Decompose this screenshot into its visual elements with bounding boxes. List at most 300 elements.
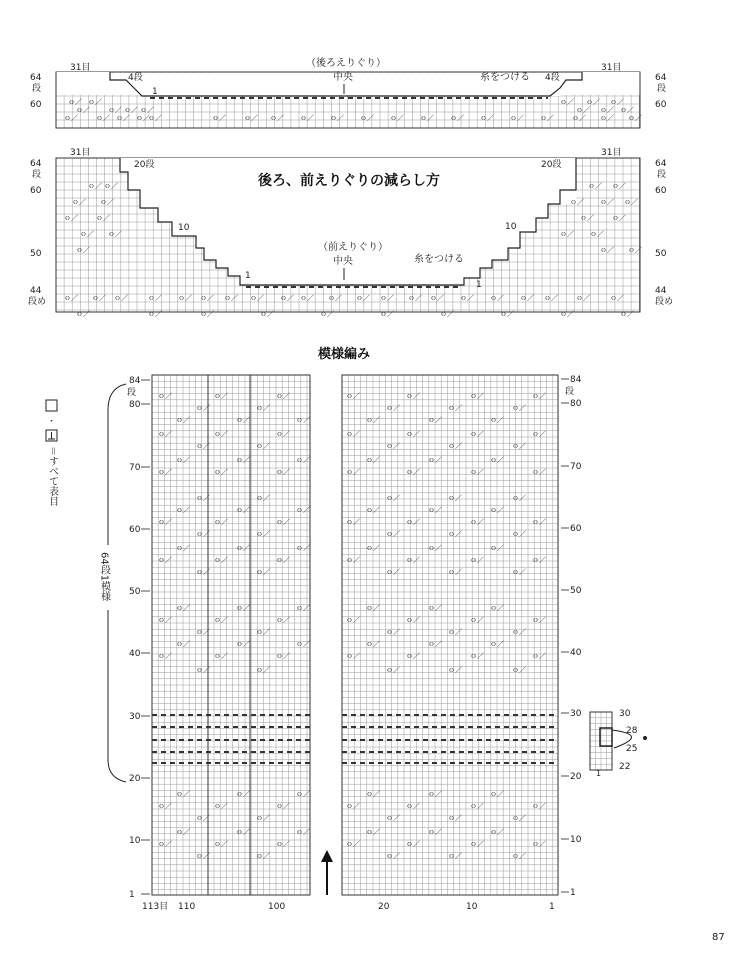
stitch-symbol: ｏ／ — [470, 616, 484, 624]
stitch-symbol: ｏ／ — [346, 392, 360, 400]
pattern-left-row-40: 40 — [129, 649, 141, 659]
chart1-symbols — [64, 98, 642, 122]
pattern-right-row-20: 20 — [570, 772, 582, 782]
knit-symbol-icon — [46, 400, 57, 411]
stitch-symbol: ｏ／ — [158, 652, 172, 660]
stitch-symbol: ｏ／ — [300, 114, 314, 122]
chart1-left-60: 60 — [30, 100, 42, 110]
stitch-symbol: ｏ／ — [406, 392, 420, 400]
stitch-symbol: ｏ／ — [256, 814, 270, 822]
stitch-symbol: ｏ／ — [214, 616, 228, 624]
stitch-symbol: ｏ／ — [428, 790, 442, 798]
stitch-symbol: ｏ／ — [296, 506, 310, 514]
stitch-symbol: ｏ／ — [386, 628, 400, 636]
stitch-symbol: ｏ／ — [406, 556, 420, 564]
stitch-symbol: ｏ／ — [256, 568, 270, 576]
stitch-symbol: ｏ／ — [620, 310, 634, 318]
chart2-neck-label: （前えりぐり） — [318, 242, 388, 253]
stitch-symbol: ｏ／ — [158, 468, 172, 476]
pattern-right-row-1: 1 — [570, 888, 576, 898]
stitch-symbol: ｏ／ — [346, 556, 360, 564]
small-chart-30: 30 — [619, 709, 631, 719]
stitch-symbol: ｏ／ — [212, 114, 226, 122]
chart1-4dan-right: 4段 — [545, 73, 560, 83]
stitch-symbol: ｏ／ — [448, 852, 462, 860]
chart2-right-64: 64 — [655, 159, 667, 169]
chart1-right-64: 64 — [655, 73, 667, 83]
chart2-right-50: 50 — [655, 249, 667, 259]
stitch-symbol: ｏ／ — [406, 840, 420, 848]
stitch-symbol: ｏ／ — [532, 616, 546, 624]
chart2-20dan-left: 20段 — [134, 160, 155, 170]
stitch-symbol: ｏ／ — [532, 556, 546, 564]
stitch-symbol: ｏ／ — [580, 214, 594, 222]
stitch-symbol: ｏ／ — [176, 416, 190, 424]
stitch-symbol: ｏ／ — [366, 828, 380, 836]
stitch-symbol: ｏ／ — [64, 214, 78, 222]
stitch-symbol: ｏ／ — [176, 790, 190, 798]
stitch-symbol: ｏ／ — [224, 294, 238, 302]
stitch-symbol: ｏ／ — [490, 294, 504, 302]
chart2-right-44: 44 — [655, 286, 667, 296]
stitch-symbol: ｏ／ — [244, 114, 258, 122]
chart2-attach-label: 糸をつける — [414, 254, 464, 265]
stitch-symbol: ｏ／ — [470, 556, 484, 564]
stitch-symbol: ｏ／ — [490, 828, 504, 836]
stitch-symbol: ｏ／ — [214, 468, 228, 476]
stitch-symbol: ｏ／ — [408, 294, 422, 302]
stitch-symbol: ｏ／ — [448, 442, 462, 450]
stitch-symbol: ｏ／ — [276, 518, 290, 526]
legend-text: ＝すべて表目 — [46, 446, 58, 506]
stitch-symbol: ｏ／ — [512, 530, 526, 538]
stitch-symbol: ｏ／ — [88, 182, 102, 190]
stitch-symbol: ｏ／ — [428, 828, 442, 836]
stitch-symbol: ｏ／ — [346, 802, 360, 810]
stitch-symbol: ｏ／ — [512, 666, 526, 674]
chart2-31-left: 31目 — [70, 148, 91, 158]
chart2-20dan-right: 20段 — [541, 160, 562, 170]
stitch-symbol: ｏ／ — [72, 198, 86, 206]
stitch-symbol: ｏ／ — [624, 198, 638, 206]
pattern-right-dan: 段 — [565, 387, 575, 397]
pattern-symbols — [158, 392, 546, 860]
stitch-symbol: ｏ／ — [196, 852, 210, 860]
stitch-symbol: ｏ／ — [276, 392, 290, 400]
stitch-symbol: ｏ／ — [158, 802, 172, 810]
stitch-symbol: ｏ／ — [406, 430, 420, 438]
stitch-symbol: ｏ／ — [366, 640, 380, 648]
stitch-symbol: ｏ／ — [260, 310, 274, 318]
stitch-symbol: ｏ／ — [448, 814, 462, 822]
stitch-symbol: ｏ／ — [512, 494, 526, 502]
stitch-symbol: ｏ／ — [386, 530, 400, 538]
stitch-symbol: ｏ／ — [328, 294, 342, 302]
stitch-symbol: ｏ／ — [470, 652, 484, 660]
stitch-symbol: ｏ／ — [356, 294, 370, 302]
decrease-title: 後ろ、前えりぐりの減らし方 — [258, 173, 440, 189]
chart1-neck-label: （後ろえりぐり） — [306, 58, 386, 69]
stitch-symbol: ｏ／ — [158, 616, 172, 624]
stitch-symbol: ｏ／ — [96, 214, 110, 222]
stitch-symbol: ｏ／ — [296, 544, 310, 552]
stitch-symbol: ｏ／ — [176, 640, 190, 648]
small-chart-22: 22 — [619, 762, 631, 772]
stitch-symbol: ｏ／ — [532, 518, 546, 526]
chart1-row-1: 1 — [152, 87, 158, 97]
stitch-symbol: ｏ／ — [148, 310, 162, 318]
stitch-symbol: ｏ／ — [520, 294, 534, 302]
stitch-symbol: ｏ／ — [532, 840, 546, 848]
stitch-symbol: ｏ／ — [176, 506, 190, 514]
stitch-symbol: ｏ／ — [214, 802, 228, 810]
stitch-symbol: ｏ／ — [610, 98, 624, 106]
stitch-symbol: ｏ／ — [470, 840, 484, 848]
stitch-symbol: ｏ／ — [490, 604, 504, 612]
stitch-symbol: ｏ／ — [296, 828, 310, 836]
stitch-symbol: ｏ／ — [532, 468, 546, 476]
chart2-left-danme: 段め — [28, 297, 47, 307]
stitch-symbol: ｏ／ — [470, 802, 484, 810]
stitch-symbol: ｏ／ — [600, 246, 614, 254]
stitch-symbol: ｏ／ — [200, 310, 214, 318]
stitch-symbol: ｏ／ — [366, 506, 380, 514]
stitch-symbol: ｏ／ — [386, 442, 400, 450]
pattern-bottom-100: 100 — [268, 902, 286, 912]
stitch-symbol: ｏ／ — [236, 790, 250, 798]
stitch-symbol: ｏ／ — [158, 840, 172, 848]
small-chart-1: 1 — [596, 769, 602, 778]
stitch-symbol: ｏ／ — [256, 666, 270, 674]
chart2-left-50: 50 — [30, 249, 42, 259]
stitch-symbol: ｏ／ — [406, 518, 420, 526]
stitch-symbol: ｏ／ — [196, 568, 210, 576]
stitch-symbol: ｏ／ — [386, 814, 400, 822]
stitch-symbol: ｏ／ — [250, 294, 264, 302]
pattern-right-row-60: 60 — [570, 524, 582, 534]
stitch-symbol: ｏ／ — [380, 294, 394, 302]
stitch-symbol: ｏ／ — [176, 604, 190, 612]
svg-text:・: ・ — [47, 417, 57, 427]
stitch-symbol: ｏ／ — [148, 294, 162, 302]
stitch-symbol: ｏ／ — [176, 828, 190, 836]
stitch-symbol: ｏ／ — [532, 802, 546, 810]
pattern-left-row-80: 80 — [129, 400, 141, 410]
stitch-symbol: ｏ／ — [428, 416, 442, 424]
stitch-symbol: ｏ／ — [104, 182, 118, 190]
stitch-symbol: ｏ／ — [450, 114, 464, 122]
chart2-right-danme: 段め — [655, 297, 674, 307]
chart2-left-64: 64 — [30, 159, 42, 169]
chart2-1-right: 1 — [476, 280, 482, 290]
stitch-symbol: ｏ／ — [108, 106, 122, 114]
stitch-symbol: ｏ／ — [366, 456, 380, 464]
stitch-symbol: ｏ／ — [196, 628, 210, 636]
stitch-symbol: ｏ／ — [490, 640, 504, 648]
stitch-symbol: ｏ／ — [136, 114, 150, 122]
small-chart-grid — [590, 712, 612, 770]
stitch-symbol: ｏ／ — [88, 98, 102, 106]
stitch-symbol: ｏ／ — [428, 456, 442, 464]
chart2-left-44: 44 — [30, 286, 42, 296]
pattern-right-row-40: 40 — [570, 648, 582, 658]
stitch-symbol: ｏ／ — [448, 530, 462, 538]
stitch-symbol: ｏ／ — [236, 456, 250, 464]
pattern-right-row-50: 50 — [570, 586, 582, 596]
stitch-symbol: ｏ／ — [366, 416, 380, 424]
chart2-left-dan: 段 — [32, 170, 42, 180]
stitch-symbol: ｏ／ — [512, 814, 526, 822]
pattern-left-row-84: 84 — [129, 376, 141, 386]
stitch-symbol: ｏ／ — [276, 652, 290, 660]
stitch-symbol: ｏ／ — [68, 98, 82, 106]
stitch-symbol: ｏ／ — [448, 494, 462, 502]
pattern-right-row-70: 70 — [570, 462, 582, 472]
chart1-left-64: 64 — [30, 73, 42, 83]
stitch-symbol: ｏ／ — [140, 106, 154, 114]
stitch-symbol: ｏ／ — [448, 404, 462, 412]
chart1-right-60: 60 — [655, 100, 667, 110]
pattern-left-row-70: 70 — [129, 463, 141, 473]
stitch-symbol: ｏ／ — [148, 114, 162, 122]
stitch-symbol: ｏ／ — [540, 114, 554, 122]
stitch-symbol: ｏ／ — [346, 840, 360, 848]
stitch-symbol: ｏ／ — [116, 114, 130, 122]
stitch-symbol: ｏ／ — [196, 442, 210, 450]
stitch-symbol: ｏ／ — [510, 114, 524, 122]
stitch-symbol: ｏ／ — [214, 652, 228, 660]
stitch-symbol: ｏ／ — [178, 294, 192, 302]
stitch-symbol: ｏ／ — [76, 310, 90, 318]
stitch-symbol: ｏ／ — [620, 106, 634, 114]
stitch-symbol: ｏ／ — [512, 404, 526, 412]
stitch-symbol: ｏ／ — [276, 840, 290, 848]
stitch-symbol: ｏ／ — [256, 404, 270, 412]
stitch-symbol: ｏ／ — [158, 518, 172, 526]
stitch-symbol: ｏ／ — [158, 392, 172, 400]
stitch-symbol: ｏ／ — [600, 114, 614, 122]
stitch-symbol: ｏ／ — [276, 616, 290, 624]
stitch-symbol: ｏ／ — [544, 294, 558, 302]
stitch-symbol: ｏ／ — [588, 182, 602, 190]
pattern-right-row-labels — [561, 375, 582, 898]
repeat-label: 64段1模様 — [98, 552, 110, 602]
stitch-symbol: ｏ／ — [628, 114, 642, 122]
small-chart-28: 28 — [626, 726, 638, 736]
stitch-symbol: ｏ／ — [628, 246, 642, 254]
pattern-left-row-30: 30 — [129, 712, 141, 722]
stitch-symbol: ｏ／ — [346, 652, 360, 660]
stitch-symbol: ｏ／ — [428, 544, 442, 552]
stitch-symbol: ｏ／ — [236, 416, 250, 424]
chart2-10-left: 10 — [178, 223, 190, 233]
stitch-symbol: ｏ／ — [532, 430, 546, 438]
stitch-symbol: ｏ／ — [236, 828, 250, 836]
stitch-symbol: ｏ／ — [76, 246, 90, 254]
stitch-symbol: ｏ／ — [276, 802, 290, 810]
stitch-symbol: ｏ／ — [176, 544, 190, 552]
stitch-symbol: ｏ／ — [448, 568, 462, 576]
pattern-bottom-1: 1 — [549, 902, 555, 912]
stitch-symbol: ｏ／ — [560, 98, 574, 106]
stitch-symbol: ｏ／ — [276, 468, 290, 476]
stitch-symbol: ｏ／ — [366, 790, 380, 798]
pattern-bottom-20: 20 — [378, 902, 390, 912]
stitch-symbol: ｏ／ — [512, 628, 526, 636]
page-number: 87 — [712, 932, 725, 943]
chart1-31-left: 31目 — [70, 63, 91, 73]
stitch-symbol: ｏ／ — [270, 114, 284, 122]
pattern-bottom-113: 113目 — [142, 902, 169, 912]
stitch-symbol: ｏ／ — [440, 310, 454, 318]
stitch-symbol: ｏ／ — [360, 114, 374, 122]
stitch-symbol: ｏ／ — [420, 114, 434, 122]
pattern-right-row-30: 30 — [570, 709, 582, 719]
stitch-symbol: ｏ／ — [346, 616, 360, 624]
stitch-symbol: ｏ／ — [256, 628, 270, 636]
stitch-symbol: ｏ／ — [196, 494, 210, 502]
stitch-symbol: ｏ／ — [428, 640, 442, 648]
stitch-symbol: ｏ／ — [124, 106, 138, 114]
stitch-symbol: ｏ／ — [236, 640, 250, 648]
stitch-symbol: ｏ／ — [380, 310, 394, 318]
stitch-symbol: ｏ／ — [320, 310, 334, 318]
stitch-symbol: ｏ／ — [200, 294, 214, 302]
stitch-symbol: ｏ／ — [256, 852, 270, 860]
stitch-symbol: ｏ／ — [428, 604, 442, 612]
stitch-symbol: ｏ／ — [296, 790, 310, 798]
stitch-symbol: ｏ／ — [406, 652, 420, 660]
stitch-symbol: ｏ／ — [256, 530, 270, 538]
stitch-symbol: ｏ／ — [406, 616, 420, 624]
pattern-right-row-84: 84 — [570, 375, 582, 385]
stitch-symbol: ｏ／ — [470, 430, 484, 438]
stitch-symbol: ｏ／ — [448, 666, 462, 674]
stitch-symbol: ｏ／ — [500, 310, 514, 318]
stitch-symbol: ｏ／ — [512, 442, 526, 450]
chart2-center-label: 中央 — [333, 256, 353, 267]
pattern-left-row-1: 1 — [129, 890, 135, 900]
chart2-right-dan: 段 — [657, 170, 667, 180]
stitch-symbol: ｏ／ — [196, 814, 210, 822]
pattern-left-row-20: 20 — [129, 774, 141, 784]
stitch-symbol: ｏ／ — [176, 456, 190, 464]
stitch-symbol: ｏ／ — [490, 506, 504, 514]
stitch-symbol: ｏ／ — [390, 114, 404, 122]
stitch-symbol: ｏ／ — [214, 430, 228, 438]
stitch-symbol: ｏ／ — [236, 506, 250, 514]
stitch-symbol: ｏ／ — [236, 604, 250, 612]
pattern-left-dan: 段 — [127, 388, 137, 398]
pattern-bottom-110: 110 — [178, 902, 196, 912]
stitch-symbol: ｏ／ — [576, 294, 590, 302]
stitch-symbol: ｏ／ — [480, 114, 494, 122]
stitch-symbol: ｏ／ — [600, 198, 614, 206]
stitch-symbol: ｏ／ — [612, 214, 626, 222]
chart2-1-left: 1 — [245, 271, 251, 281]
pattern-left-row-60: 60 — [129, 525, 141, 535]
stitch-symbol: ｏ／ — [346, 518, 360, 526]
stitch-symbol: ｏ／ — [108, 230, 122, 238]
stitch-symbol: ｏ／ — [280, 294, 294, 302]
stitch-symbol: ｏ／ — [296, 416, 310, 424]
stitch-symbol: ｏ／ — [276, 430, 290, 438]
pattern-left-row-10: 10 — [129, 836, 141, 846]
stitch-symbol: ｏ／ — [296, 456, 310, 464]
stitch-symbol: ｏ／ — [346, 430, 360, 438]
stitch-symbol: ｏ／ — [572, 114, 586, 122]
chart1-left-dan: 段 — [32, 84, 42, 94]
stitch-symbol: ｏ／ — [490, 416, 504, 424]
stitch-symbol: ｏ／ — [96, 114, 110, 122]
stitch-symbol: ｏ／ — [406, 802, 420, 810]
pattern-left-row-50: 50 — [129, 587, 141, 597]
stitch-symbol: ｏ／ — [590, 230, 604, 238]
chart1-attach-label: 糸をつける — [480, 72, 530, 83]
chart1-center-label: 中央 — [333, 72, 353, 83]
stitch-symbol: ｏ／ — [610, 294, 624, 302]
stitch-symbol: ｏ／ — [512, 852, 526, 860]
stitch-symbol: ｏ／ — [470, 392, 484, 400]
stitch-symbol: ｏ／ — [560, 230, 574, 238]
stitch-symbol: ｏ／ — [386, 404, 400, 412]
stitch-symbol: ｏ／ — [570, 198, 584, 206]
stitch-symbol: ｏ／ — [214, 518, 228, 526]
chart1-31-right: 31目 — [601, 63, 622, 73]
stitch-symbol: ｏ／ — [532, 392, 546, 400]
stitch-symbol: ｏ／ — [214, 392, 228, 400]
stitch-symbol: ｏ／ — [256, 494, 270, 502]
chart2-31-right: 31目 — [601, 148, 622, 158]
stitch-symbol: ｏ／ — [256, 442, 270, 450]
chart1-right-dan: 段 — [657, 84, 667, 94]
stitch-symbol: ｏ／ — [490, 790, 504, 798]
pattern-right-row-10: 10 — [570, 835, 582, 845]
stitch-symbol: ｏ／ — [300, 294, 314, 302]
stitch-symbol: ｏ／ — [236, 544, 250, 552]
stitch-symbol: ｏ／ — [470, 518, 484, 526]
stitch-symbol: ｏ／ — [64, 294, 78, 302]
stitch-symbol: ｏ／ — [386, 494, 400, 502]
stitch-symbol: ｏ／ — [296, 640, 310, 648]
stitch-symbol: ｏ／ — [448, 628, 462, 636]
stitch-symbol: ｏ／ — [490, 456, 504, 464]
stitch-symbol: ｏ／ — [214, 840, 228, 848]
stitch-symbol: ｏ／ — [532, 652, 546, 660]
stitch-symbol: ｏ／ — [586, 98, 600, 106]
stitch-symbol: ｏ／ — [386, 568, 400, 576]
stitch-symbol: ｏ／ — [600, 106, 614, 114]
stitch-symbol: ｏ／ — [366, 544, 380, 552]
stitch-symbol: ｏ／ — [430, 294, 444, 302]
stitch-symbol: ｏ／ — [196, 530, 210, 538]
stitch-symbol: ｏ／ — [612, 182, 626, 190]
stitch-symbol: ｏ／ — [346, 468, 360, 476]
pattern-left-row-labels — [129, 376, 150, 900]
stitch-symbol: ｏ／ — [330, 114, 344, 122]
stitch-symbol: ｏ／ — [196, 404, 210, 412]
stitch-symbol: ｏ／ — [366, 604, 380, 612]
chart2-10-right: 10 — [505, 222, 517, 232]
chart2-left-60: 60 — [30, 186, 42, 196]
stitch-symbol: ｏ／ — [64, 114, 78, 122]
stitch-symbol: ｏ／ — [100, 198, 114, 206]
stitch-symbol: ｏ／ — [296, 604, 310, 612]
chart1-4dan-left: 4段 — [128, 73, 143, 83]
pattern-bottom-10: 10 — [466, 902, 478, 912]
pattern-title: 模様編み — [318, 347, 371, 362]
pattern-grid-left — [152, 375, 310, 895]
